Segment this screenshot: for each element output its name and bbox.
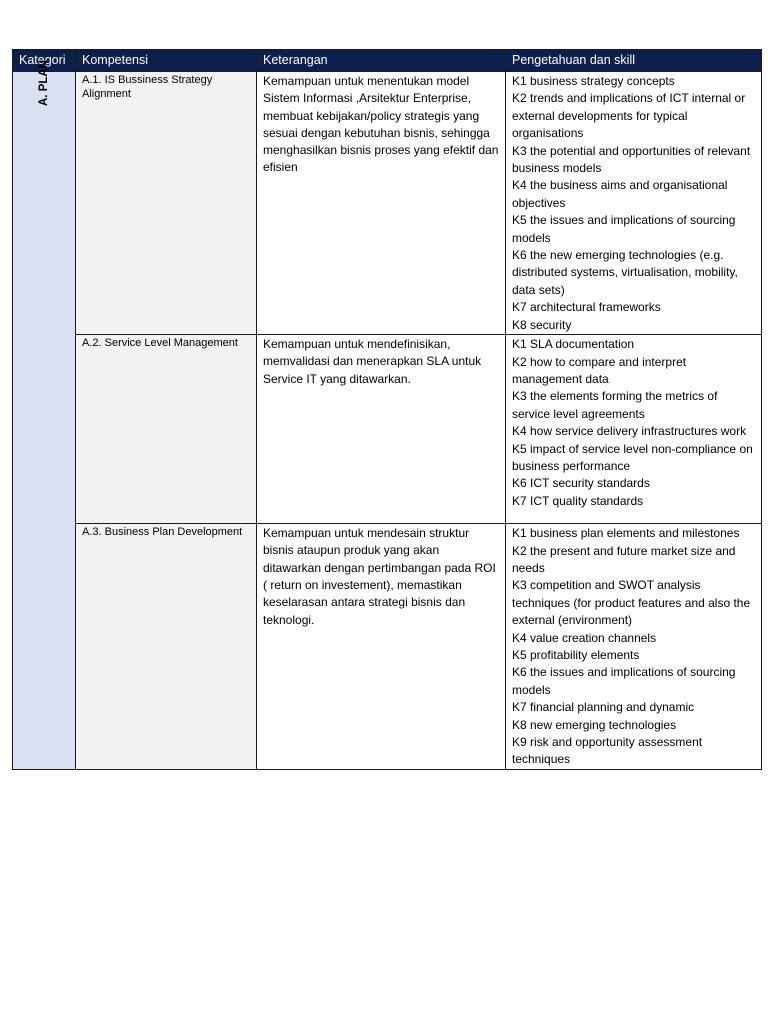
skill-item: K4 the business aims and organisational objectives	[512, 178, 728, 210]
skill-item: K2 the present and future market size and needs	[512, 543, 736, 575]
kompetensi-cell: A.1. IS Bussiness Strategy Alignment	[76, 72, 257, 335]
kompetensi-cell: A.2. Service Level Management	[76, 335, 257, 524]
header-kompetensi: Kompetensi	[76, 50, 257, 72]
skill-item: K6 ICT security standards	[512, 476, 650, 491]
skill-item: K3 the elements forming the metrics of service level agreements	[512, 389, 718, 421]
skill-item: K4 how service delivery infrastructures work	[512, 424, 747, 439]
keterangan-cell: Kemampuan untuk mendesain struktur bisnis ataupun produk yang akan ditawarkan dengan pertimbangan pada ROI ( return on investement), memastikan keselarasan antara strategi bisnis dan teknologi.	[257, 524, 506, 770]
skill-item: K1 business plan elements and milestones	[512, 526, 740, 541]
skill-item: K3 the potential and opportunities of relevant business models	[512, 143, 751, 176]
skill-list	[512, 73, 755, 334]
skill-item: K5 profitability elements	[512, 647, 640, 662]
skill-list	[512, 336, 755, 510]
competency-table-wrapper	[12, 49, 761, 770]
keterangan-cell: Kemampuan untuk menentukan model Sistem Informasi ,Arsitektur Enterprise, membuat kebijakan/policy strategis yang sesuai dengan kebutuhan bisnis, sehingga menghasilkan bisnis proses yang efektif dan efisien	[257, 72, 506, 335]
table-header-row	[13, 50, 762, 72]
skill-list	[512, 525, 755, 769]
skill-item: K1 SLA documentation	[512, 337, 635, 352]
competency-table	[12, 49, 762, 770]
skill-item: K7 architectural frameworks	[512, 300, 661, 315]
pengetahuan-cell	[506, 335, 762, 524]
skill-item: K5 impact of service level non-compliance on business performance	[512, 441, 753, 473]
skill-item: K3 competition and SWOT analysis techniques (for product features and also the external (environment)	[512, 578, 751, 628]
keterangan-cell: Kemampuan untuk mendefinisikan, memvalidasi dan menerapkan SLA untuk Service IT yang ditawarkan.	[257, 335, 506, 524]
table-row	[13, 72, 762, 335]
skill-item: K2 trends and implications of ICT internal or external developments for typical organisations	[512, 91, 746, 141]
skill-item: K6 the new emerging technologies (e.g. distributed systems, virtualisation, mobility, data sets)	[512, 248, 738, 297]
skill-item: K1 business strategy concepts	[512, 74, 675, 88]
skill-item: K5 the issues and implications of sourcing models	[512, 213, 736, 245]
table-row	[13, 335, 762, 524]
skill-item: K7 ICT quality standards	[512, 493, 644, 508]
skill-item: K9 risk and opportunity assessment techniques	[512, 734, 703, 767]
skill-item: K8 security	[512, 317, 572, 332]
table-row	[13, 524, 762, 770]
pengetahuan-cell	[506, 524, 762, 770]
header-kategori: Kategori	[13, 50, 76, 72]
header-pengetahuan: Pengetahuan dan skill	[506, 50, 762, 72]
skill-item: K8 new emerging technologies	[512, 717, 677, 732]
kategori-label: A. PLAN	[38, 60, 50, 106]
skill-item: K4 value creation channels	[512, 630, 657, 645]
kompetensi-cell: A.3. Business Plan Development	[76, 524, 257, 770]
skill-item: K7 financial planning and dynamic	[512, 700, 695, 715]
header-keterangan: Keterangan	[257, 50, 506, 72]
pengetahuan-cell	[506, 72, 762, 335]
skill-item: K2 how to compare and interpret management data	[512, 354, 687, 386]
skill-item: K6 the issues and implications of sourcing models	[512, 665, 736, 697]
